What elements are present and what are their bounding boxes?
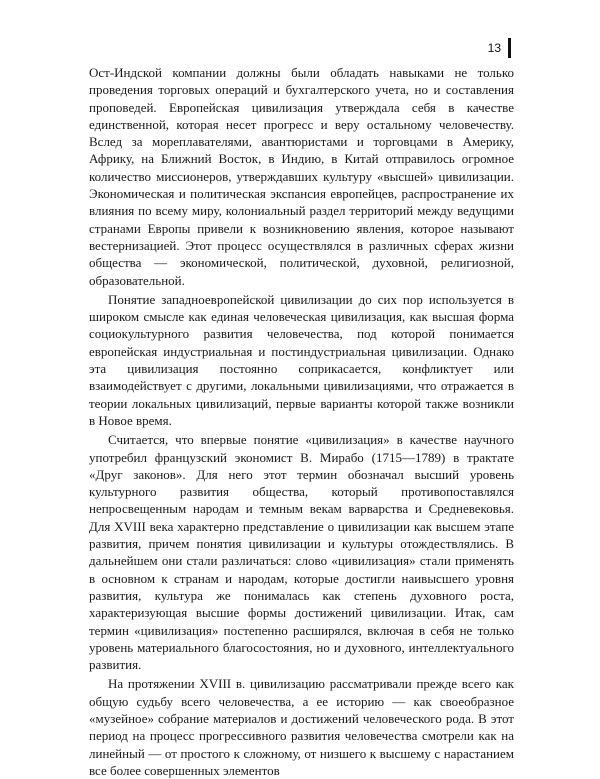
page-number: 13: [487, 41, 501, 55]
paragraph-2: Понятие западноевропейской цивилизации до сих пор используется в широком смысле как единая человеческая цивилизация, как высшая форма социокультурного развития человечества, под которой понимается европейская индустриальная и постиндустриальная цивилизации. Однако эта цивилизация постоянно соприкасается, конфликтует или взаимодействует с другими, локальными цивилизациями, что отражается в теории локальных цивилизаций, первые варианты которой также возникли в Новое время.: [89, 291, 514, 428]
page-number-bar: [508, 38, 511, 58]
paragraph-1: Ост-Индской компании должны были обладать навыками не только проведения торговых операций и бухгалтерского учета, но и составления проповедей. Европейская цивилизация утверждала себя в качестве единственной, которая несет прогресс и веру остальному человечеству. Вслед за мореплавателями, авантюристами и торговцами в Америку, Африку, на Ближний Восток, в Индию, в Китай отправилось огромное количество миссионеров, утверждавших культуру «высшей» цивилизации. Экономическая и политическая экспансия европейцев, распространение их влияния по всему миру, колониальный раздел территорий между ведущими странами Европы привели к возникновению явления, которое называют вестернизацией. Этот процесс осуществлялся в различных сферах жизни общества — экономической, политической, духовной, религиозной, образовательной.: [89, 65, 514, 288]
paragraph-3: Считается, что впервые понятие «цивилизация» в качестве научного употребил французский экономист В. Мирабо (1715—1789) в трактате «Друг законов». Для него этот термин обозначал высший уровень культурного развития общества, который противопоставлялся непросвещенным народам и темным векам варварства и Средневековья. Для XVIII века характерно представление о цивилизации как высшем этапе развития, причем понятия цивилизации и культуры отождествлялись. В дальнейшем они стали различаться: слово «цивилизация» стали применять в основном к странам и народам, которые достигли наивысшего уровня развития, культура же понималась как степень духовного роста, характеризующая высшие формы достижений цивилизации. Итак, сам термин «цивилизация» постепенно расширялся, включая в себя не только уровень материального благосостояния, но и духовного, интеллектуального развития.: [89, 432, 514, 673]
text-body: [89, 64, 514, 779]
page-header: [488, 38, 511, 58]
paragraph-4: На протяжении XVIII в. цивилизацию рассматривали прежде всего как общую судьбу всего человечества, а ее историю — как своеобразное «музейное» собрание материалов и достижений человеческого рода. В этот период на процесс прогрессивного развития человечества смотрели как на линейный — от простого к сложному, от низшего к высшему с нарастанием все более совершенных элементов: [89, 676, 514, 778]
